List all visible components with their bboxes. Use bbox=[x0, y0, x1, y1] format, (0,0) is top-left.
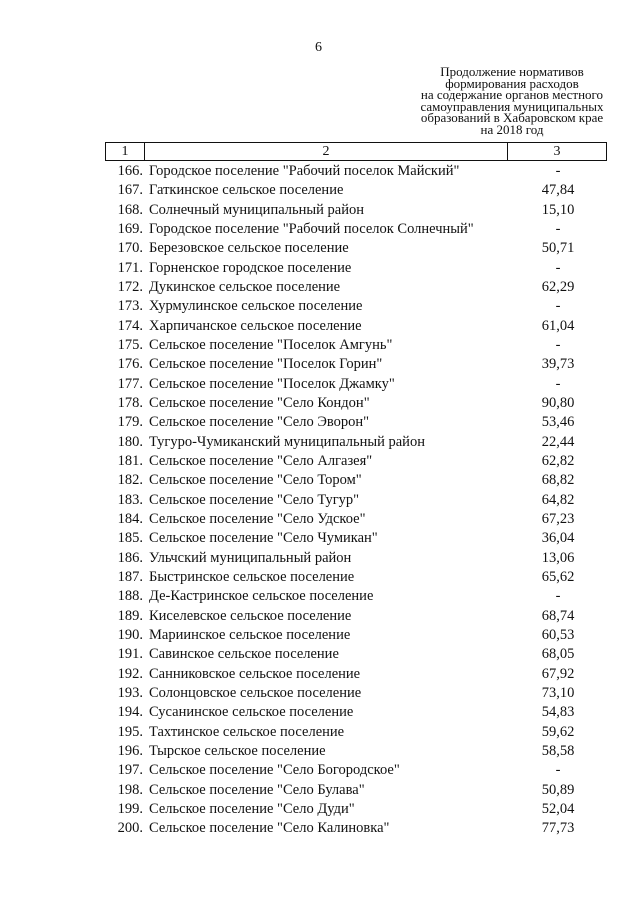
row-norm-value: 50,71 bbox=[541, 240, 575, 257]
row-norm-value: 50,89 bbox=[541, 781, 575, 798]
row-norm-value: - bbox=[555, 221, 561, 238]
row-norm-value: - bbox=[555, 375, 561, 392]
table-row bbox=[105, 587, 607, 606]
row-municipality-name: Сельское поселение "Село Тугур" bbox=[149, 491, 360, 508]
row-number: 177. bbox=[117, 375, 143, 392]
table-row bbox=[105, 781, 607, 800]
row-norm-value: 15,10 bbox=[541, 201, 575, 218]
row-norm-value: - bbox=[555, 298, 561, 315]
table-row bbox=[105, 162, 607, 181]
row-municipality-name: Дукинское сельское поселение bbox=[149, 279, 341, 296]
row-norm-value: 67,23 bbox=[541, 511, 575, 528]
row-number: 171. bbox=[117, 259, 143, 276]
table-row bbox=[105, 819, 607, 838]
row-municipality-name: Сельское поселение "Село Тором" bbox=[149, 472, 362, 489]
row-number: 166. bbox=[117, 163, 143, 180]
header-col-number: 1 bbox=[106, 143, 145, 160]
row-number: 168. bbox=[117, 201, 143, 218]
table-row bbox=[105, 413, 607, 432]
row-municipality-name: Сельское поселение "Село Эворон" bbox=[149, 414, 370, 431]
row-municipality-name: Санниковское сельское поселение bbox=[149, 665, 361, 682]
table-row bbox=[105, 278, 607, 297]
row-municipality-name: Сельское поселение "Село Булава" bbox=[149, 781, 365, 798]
table-row bbox=[105, 317, 607, 336]
header-col-name: 2 bbox=[145, 143, 508, 160]
table-row bbox=[105, 665, 607, 684]
row-norm-value: 64,82 bbox=[541, 491, 575, 508]
row-number: 192. bbox=[117, 665, 143, 682]
row-norm-value: 62,29 bbox=[541, 279, 575, 296]
row-municipality-name: Сельское поселение "Село Удское" bbox=[149, 511, 366, 528]
row-number: 195. bbox=[117, 723, 143, 740]
row-municipality-name: Хурмулинское сельское поселение bbox=[149, 298, 363, 315]
row-number: 173. bbox=[117, 298, 143, 315]
row-municipality-name: Харпичанское сельское поселение bbox=[149, 317, 362, 334]
row-municipality-name: Сельское поселение "Село Алгазея" bbox=[149, 453, 373, 470]
row-number: 194. bbox=[117, 704, 143, 721]
row-norm-value: 59,62 bbox=[541, 723, 575, 740]
table-row bbox=[105, 452, 607, 471]
row-norm-value: 58,58 bbox=[541, 743, 575, 759]
table-row bbox=[105, 800, 607, 819]
row-norm-value: - bbox=[555, 762, 561, 779]
row-number: 187. bbox=[117, 569, 143, 586]
caption-line: Продолжение нормативов bbox=[440, 64, 584, 79]
row-municipality-name: Сельское поселение "Село Чумикан" bbox=[149, 530, 378, 547]
row-municipality-name: Березовское сельское поселение bbox=[149, 240, 349, 257]
row-municipality-name: Сельское поселение "Поселок Амгунь" bbox=[149, 337, 393, 354]
row-number: 184. bbox=[117, 511, 143, 528]
row-municipality-name: Тугуро-Чумиканский муниципальный район bbox=[149, 433, 425, 450]
table-header bbox=[105, 142, 607, 161]
row-number: 193. bbox=[117, 685, 143, 702]
row-norm-value: - bbox=[555, 163, 561, 180]
row-number: 176. bbox=[117, 356, 143, 373]
table-row bbox=[105, 761, 607, 780]
table-row bbox=[105, 220, 607, 239]
row-municipality-name: Сусанинское сельское поселение bbox=[149, 704, 354, 721]
caption-line: формирования расходов bbox=[445, 75, 579, 91]
row-number: 169. bbox=[117, 221, 143, 238]
table-row bbox=[105, 568, 607, 587]
table-row bbox=[105, 181, 607, 200]
row-number: 178. bbox=[117, 395, 143, 412]
row-norm-value: 73,10 bbox=[541, 685, 575, 702]
row-norm-value: 22,44 bbox=[541, 433, 575, 450]
row-number: 188. bbox=[117, 588, 143, 605]
row-number: 170. bbox=[117, 240, 143, 257]
table-row bbox=[105, 703, 607, 722]
row-number: 183. bbox=[117, 491, 143, 508]
row-municipality-name: Ульчский муниципальный район bbox=[149, 549, 352, 566]
caption-line: образований в Хабаровском крае bbox=[420, 110, 604, 125]
page-number: 6 bbox=[315, 40, 322, 55]
table-row bbox=[105, 549, 607, 568]
table-row bbox=[105, 297, 607, 316]
row-municipality-name: Городское поселение "Рабочий поселок Солнечный" bbox=[149, 221, 474, 238]
table-row bbox=[105, 336, 607, 355]
caption-line: на 2018 год bbox=[480, 121, 544, 137]
table-row bbox=[105, 607, 607, 626]
row-norm-value: 68,74 bbox=[541, 607, 575, 624]
row-municipality-name: Солнечный муниципальный район bbox=[149, 201, 364, 218]
row-number: 172. bbox=[117, 279, 143, 296]
table-row bbox=[105, 529, 607, 548]
row-municipality-name: Сельское поселение "Село Богородское" bbox=[149, 762, 400, 779]
row-number: 198. bbox=[117, 781, 143, 798]
table-row bbox=[105, 510, 607, 529]
table-row bbox=[105, 259, 607, 278]
row-number: 190. bbox=[117, 627, 143, 644]
row-number: 180. bbox=[117, 433, 143, 450]
row-municipality-name: Сельское поселение "Село Дуди" bbox=[149, 800, 355, 817]
table-row bbox=[105, 375, 607, 394]
row-municipality-name: Мариинское сельское поселение bbox=[149, 627, 351, 644]
row-norm-value: 68,05 bbox=[541, 646, 575, 663]
row-norm-value: 60,53 bbox=[541, 627, 575, 644]
row-norm-value: - bbox=[555, 259, 561, 276]
row-number: 175. bbox=[117, 337, 143, 354]
table-row bbox=[105, 355, 607, 374]
row-municipality-name: Горненское городское поселение bbox=[149, 259, 352, 276]
row-norm-value: 53,46 bbox=[541, 414, 575, 431]
row-norm-value: 90,80 bbox=[541, 395, 575, 412]
row-number: 199. bbox=[117, 800, 143, 817]
row-municipality-name: Де-Кастринское сельское поселение bbox=[149, 588, 374, 605]
row-norm-value: 62,82 bbox=[541, 453, 575, 470]
row-number: 185. bbox=[117, 530, 143, 547]
row-number: 179. bbox=[117, 414, 143, 431]
row-municipality-name: Сельское поселение "Село Кондон" bbox=[149, 395, 370, 412]
row-municipality-name: Савинское сельское поселение bbox=[149, 646, 339, 663]
row-number: 181. bbox=[117, 453, 143, 470]
table-row bbox=[105, 471, 607, 490]
row-norm-value: 77,73 bbox=[541, 820, 575, 837]
table-row bbox=[105, 684, 607, 703]
row-number: 167. bbox=[117, 182, 143, 199]
row-municipality-name: Киселевское сельское поселение bbox=[149, 607, 352, 624]
row-norm-value: 39,73 bbox=[541, 356, 575, 373]
row-norm-value: 36,04 bbox=[541, 530, 575, 547]
row-number: 174. bbox=[117, 317, 143, 334]
row-municipality-name: Солонцовское сельское поселение bbox=[149, 685, 362, 702]
row-number: 196. bbox=[117, 743, 143, 759]
row-norm-value: - bbox=[555, 337, 561, 354]
row-norm-value: 54,83 bbox=[541, 704, 575, 721]
table-row bbox=[105, 239, 607, 258]
row-municipality-name: Тырское сельское поселение bbox=[149, 743, 326, 759]
row-norm-value: 13,06 bbox=[541, 549, 575, 566]
row-municipality-name: Быстринское сельское поселение bbox=[149, 569, 355, 586]
row-norm-value: 67,92 bbox=[541, 665, 575, 682]
table-row bbox=[105, 394, 607, 413]
table-caption bbox=[412, 66, 612, 135]
row-norm-value: 47,84 bbox=[541, 182, 575, 199]
table-row bbox=[105, 433, 607, 452]
row-municipality-name: Сельское поселение "Село Калиновка" bbox=[149, 820, 390, 837]
row-municipality-name: Гаткинское сельское поселение bbox=[149, 182, 344, 199]
caption-line: на содержание органов местного bbox=[420, 87, 604, 102]
row-municipality-name: Тахтинское сельское поселение bbox=[149, 723, 345, 740]
row-number: 197. bbox=[117, 762, 143, 779]
row-number: 191. bbox=[117, 646, 143, 663]
row-norm-value: - bbox=[555, 588, 561, 605]
row-number: 200. bbox=[117, 820, 143, 837]
row-municipality-name: Городское поселение "Рабочий поселок Майский" bbox=[149, 163, 460, 180]
header-col-value: 3 bbox=[553, 143, 561, 159]
row-norm-value: 65,62 bbox=[541, 569, 575, 586]
row-number: 186. bbox=[117, 549, 143, 566]
row-norm-value: 52,04 bbox=[541, 800, 575, 817]
table-row bbox=[105, 201, 607, 220]
table-body bbox=[105, 162, 607, 838]
row-municipality-name: Сельское поселение "Поселок Горин" bbox=[149, 356, 383, 373]
table-row bbox=[105, 626, 607, 645]
row-number: 189. bbox=[117, 607, 143, 624]
row-norm-value: 68,82 bbox=[541, 472, 575, 489]
table-row bbox=[105, 742, 607, 761]
row-municipality-name: Сельское поселение "Поселок Джамку" bbox=[149, 375, 395, 392]
table-row bbox=[105, 645, 607, 664]
caption-line: самоуправления муниципальных bbox=[420, 98, 604, 114]
table-row bbox=[105, 723, 607, 742]
row-number: 182. bbox=[117, 472, 143, 489]
row-norm-value: 61,04 bbox=[541, 317, 575, 334]
table-row bbox=[105, 491, 607, 510]
